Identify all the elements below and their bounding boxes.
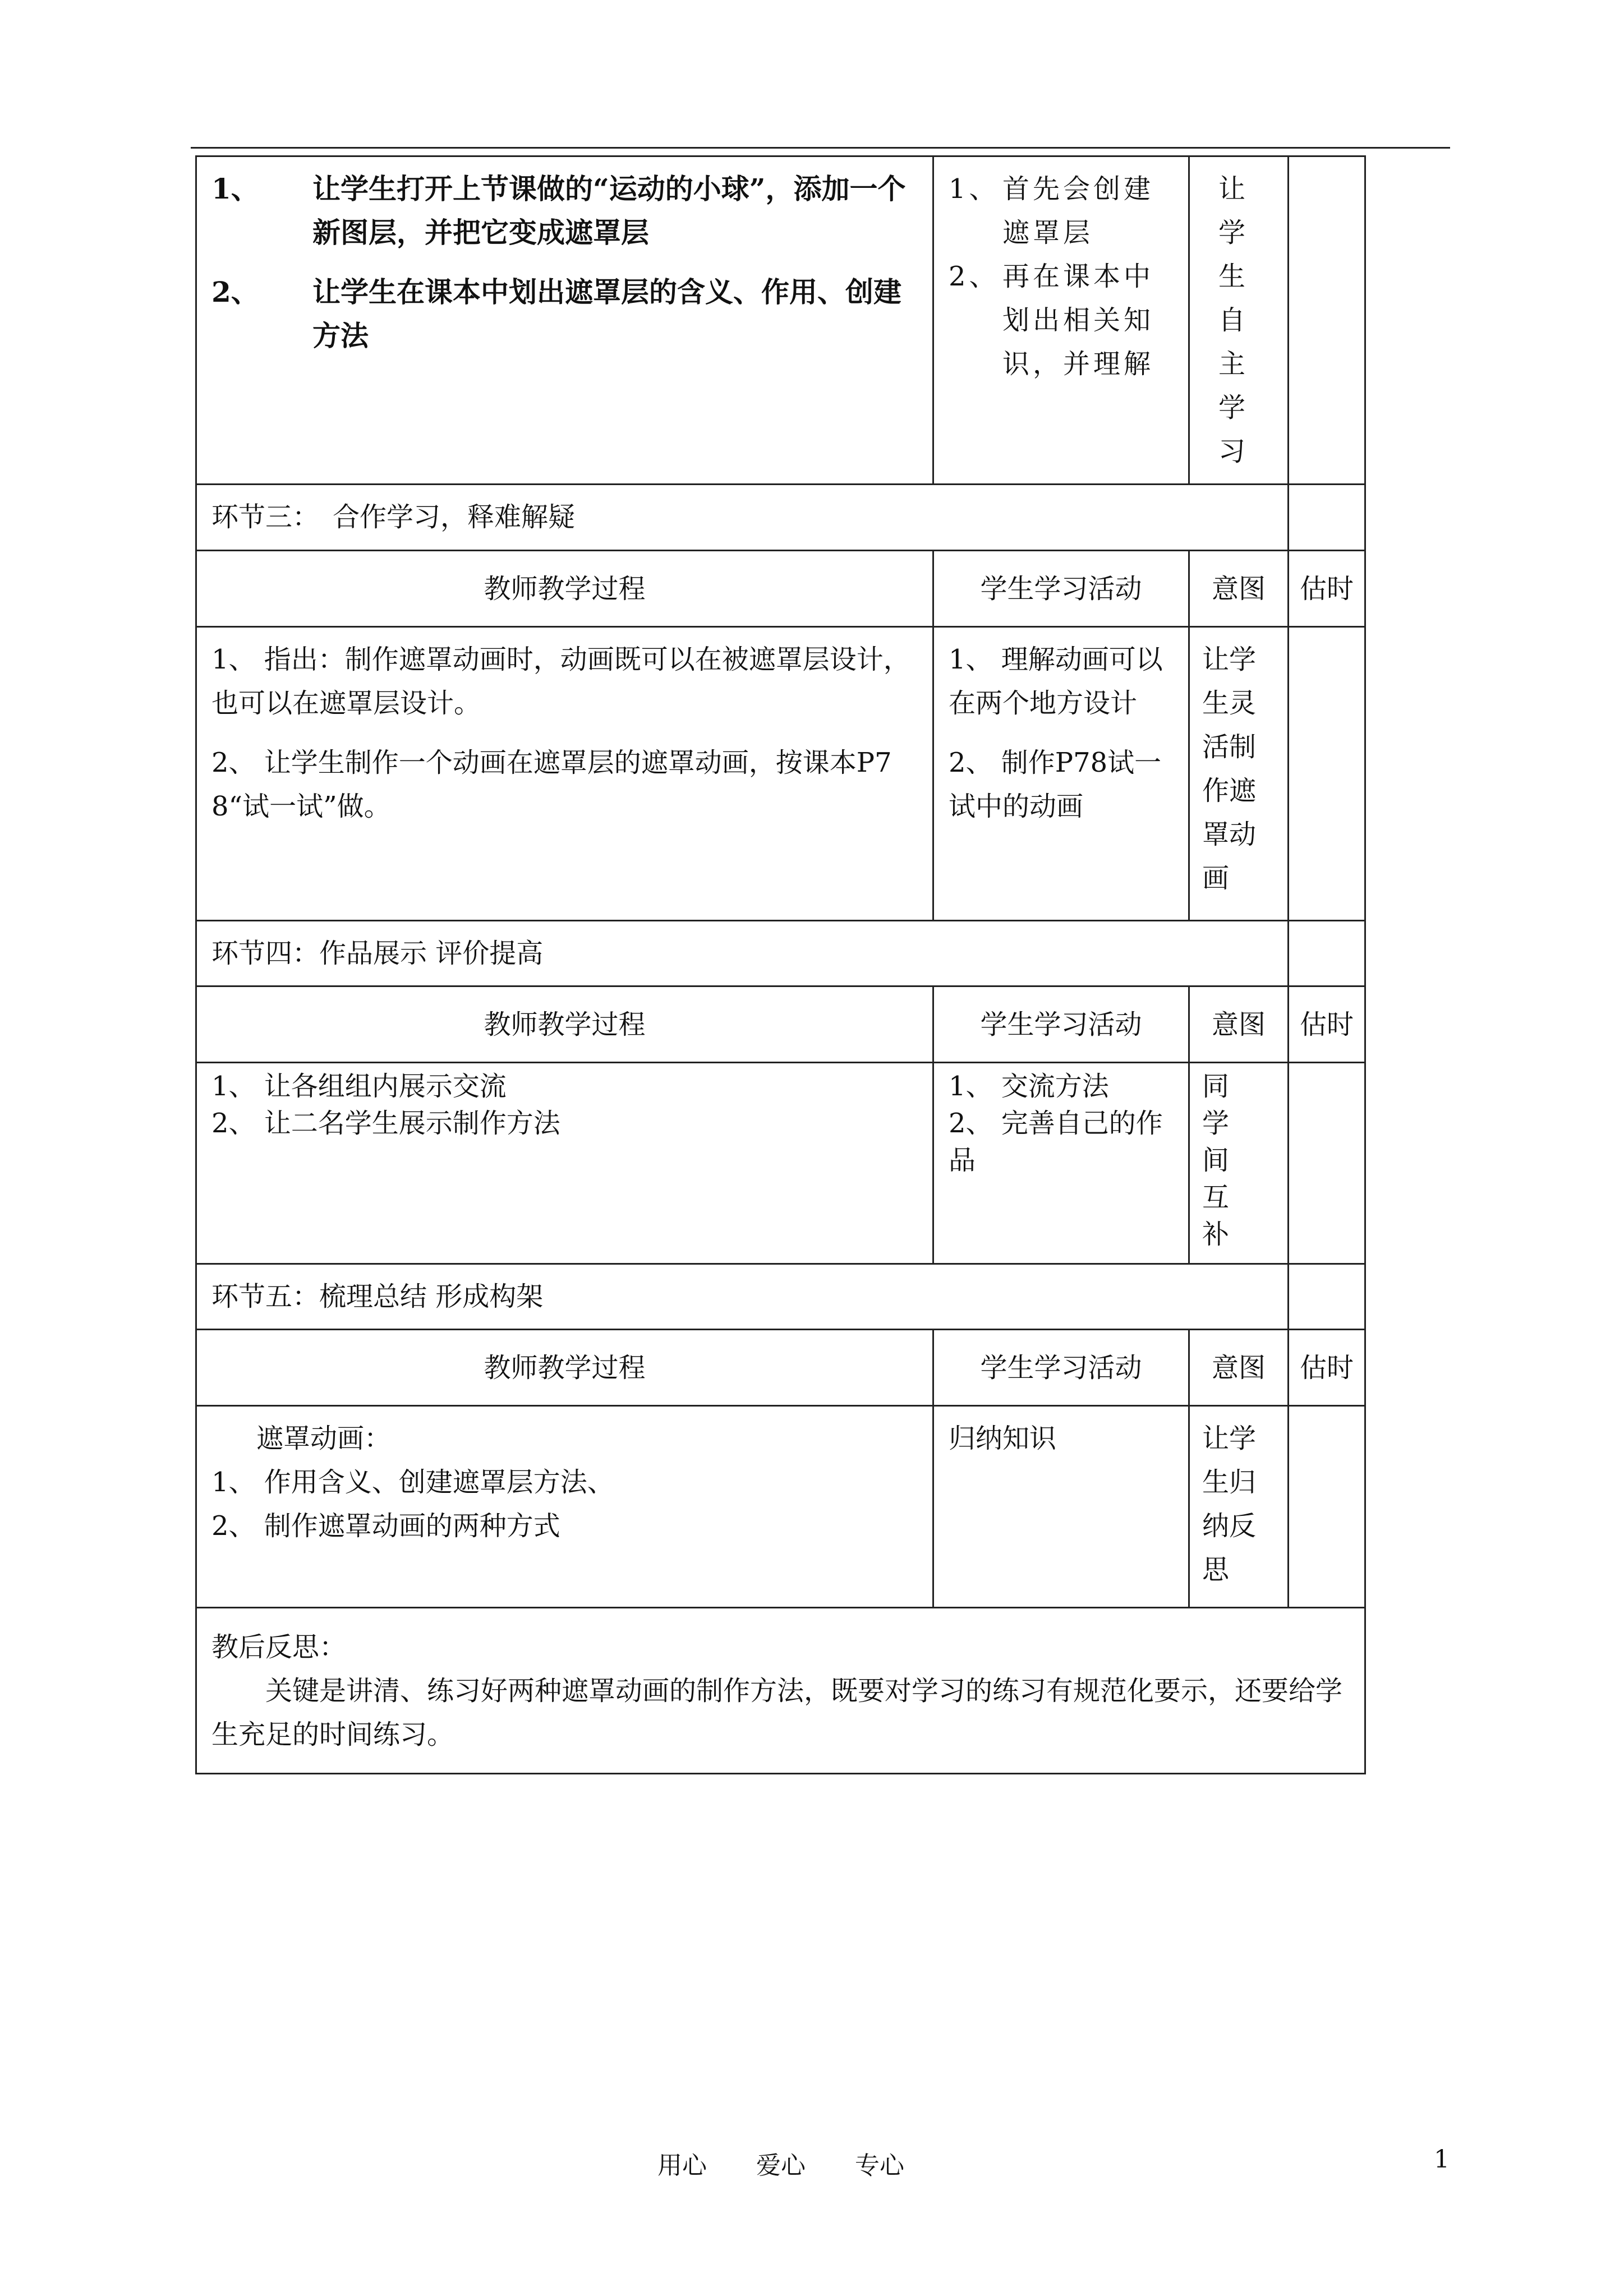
reflection-title: 教后反思：	[211, 1631, 347, 1663]
teacher-item: 2、 制作遮罩动画的两种方式	[211, 1510, 560, 1542]
item-text: 首先会创建遮罩层	[1002, 173, 1154, 248]
page-number: 1	[1434, 2145, 1450, 2174]
section5-header-row	[196, 1330, 1365, 1406]
section3-intent-cell: 让学生灵活制作遮罩动画	[1189, 627, 1289, 921]
student-item: 1、 交流方法	[949, 1071, 1109, 1102]
section3-teacher-cell	[196, 627, 933, 921]
reflection-body: 关键是讲清、练习好两种遮罩动画的制作方法，既要对学习的练习有规范化要示，还要给学生充足的时间练习。	[211, 1675, 1343, 1750]
reflection-cell	[196, 1608, 1365, 1774]
intro-teacher-item-1	[211, 167, 918, 255]
section4-header-row	[196, 986, 1365, 1063]
section4-teacher-cell	[196, 1063, 933, 1264]
intro-student-item-1	[949, 167, 1174, 255]
lesson-plan-table	[195, 155, 1366, 1774]
intro-teacher-item-2	[211, 270, 918, 358]
header-estimate: 估时	[1289, 986, 1365, 1063]
item-text: 让学生打开上节课做的“运动的小球”，添加一个新图层，并把它变成遮罩层	[312, 172, 906, 249]
footer-motto: 用心 爱心 专心	[657, 2151, 904, 2180]
header-intent: 意图	[1189, 986, 1289, 1063]
header-teacher: 教师教学过程	[196, 986, 933, 1063]
section4-intent-cell: 同学间互补	[1189, 1063, 1289, 1264]
intro-row	[196, 156, 1365, 485]
header-teacher: 教师教学过程	[196, 1330, 933, 1406]
header-rule	[191, 147, 1450, 149]
student-item: 1、 理解动画可以在两个地方设计	[949, 644, 1163, 719]
intro-student-cell	[933, 156, 1189, 485]
section3-title-row	[196, 485, 1365, 551]
section4-title: 环节四：作品展示 评价提高	[196, 921, 1289, 986]
teacher-item: 1、 让各组组内展示交流	[211, 1071, 507, 1102]
teacher-item: 1、 作用含义、创建遮罩层方法、	[211, 1467, 614, 1498]
header-estimate: 估时	[1289, 1330, 1365, 1406]
item-number: 1、	[211, 172, 259, 205]
section5-teacher-cell	[196, 1406, 933, 1608]
intro-teacher-cell	[196, 156, 933, 485]
student-item: 归纳知识	[949, 1423, 1057, 1454]
header-estimate: 估时	[1289, 551, 1365, 627]
student-item: 2、 制作P78试一试中的动画	[949, 747, 1162, 822]
section4-student-cell	[933, 1063, 1189, 1264]
header-intent: 意图	[1189, 551, 1289, 627]
intro-estimate-cell	[1289, 156, 1365, 485]
item-text: 再在课本中划出相关知识，并理解	[1002, 261, 1154, 380]
section5-intent-cell: 让学生归纳反思	[1189, 1406, 1289, 1608]
section5-student-cell	[933, 1406, 1189, 1608]
section3-title: 环节三： 合作学习，释难解疑	[196, 485, 1289, 551]
intro-student-item-2	[949, 255, 1174, 386]
header-student: 学生学习活动	[933, 1330, 1189, 1406]
teacher-item: 2、 让二名学生展示制作方法	[211, 1108, 560, 1139]
header-student: 学生学习活动	[933, 986, 1189, 1063]
teacher-item: 1、 指出：制作遮罩动画时，动画既可以在被遮罩层设计，也可以在遮罩层设计。	[211, 644, 910, 719]
reflection-row	[196, 1608, 1365, 1774]
header-student: 学生学习活动	[933, 551, 1189, 627]
section5-title: 环节五：梳理总结 形成构架	[196, 1264, 1289, 1330]
item-number: 2、	[949, 261, 1000, 292]
intro-intent-cell: 让学生自主学习	[1189, 156, 1289, 485]
section5-title-row	[196, 1264, 1365, 1330]
item-number: 2、	[211, 275, 259, 308]
section5-body-row	[196, 1406, 1365, 1608]
page-footer	[0, 2145, 1624, 2190]
header-intent: 意图	[1189, 1330, 1289, 1406]
teacher-item: 遮罩动画：	[256, 1423, 392, 1454]
teacher-item: 2、 让学生制作一个动画在遮罩层的遮罩动画，按课本P78“试一试”做。	[211, 747, 892, 822]
item-text: 让学生在课本中划出遮罩层的含义、作用、创建方法	[312, 275, 901, 352]
section4-title-row	[196, 921, 1365, 986]
section3-student-cell	[933, 627, 1189, 921]
section4-body-row	[196, 1063, 1365, 1264]
item-number: 1、	[949, 173, 1000, 205]
header-teacher: 教师教学过程	[196, 551, 933, 627]
section3-header-row	[196, 551, 1365, 627]
section3-body-row	[196, 627, 1365, 921]
student-item: 2、 完善自己的作品	[949, 1108, 1163, 1176]
